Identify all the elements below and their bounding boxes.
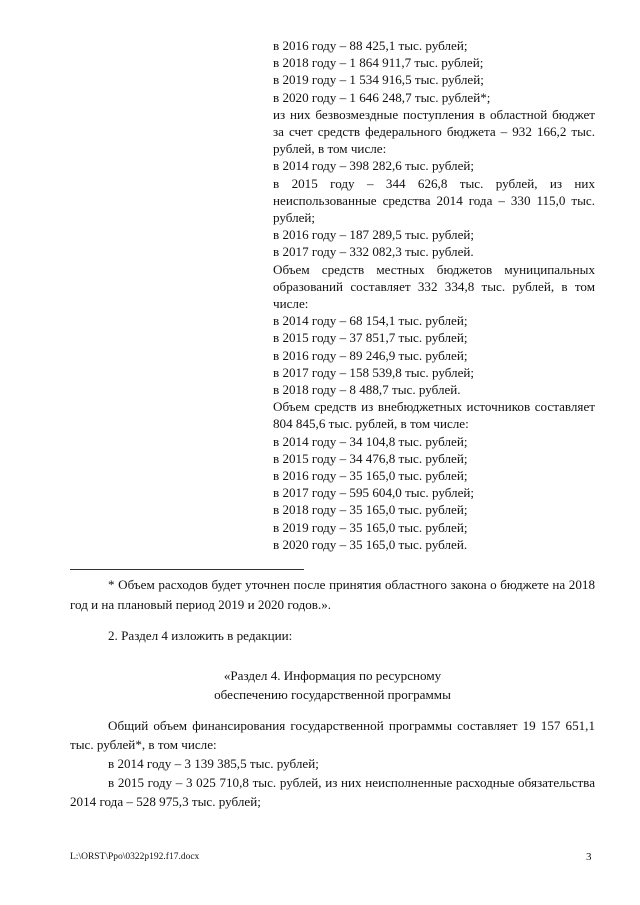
text-line: в 2018 году – 8 488,7 тыс. рублей. (273, 382, 461, 398)
text-paragraph: Объем средств местных бюджетов муниципальных образований составляет 332 334,8 тыс. рублей, в том числе: (273, 261, 595, 312)
body-paragraph: в 2015 году – 3 025 710,8 тыс. рублей, из них неисполненные расходные обязательства 2014 года – 528 975,3 тыс. рублей; (70, 775, 595, 809)
footnote: * Объем расходов будет уточнен после принятия областного закона о бюджете на 2018 год и на плановый период 2019 и 2020 годов.». (70, 577, 595, 612)
section-body (70, 716, 595, 811)
text-line: в 2018 году – 1 864 911,7 тыс. рублей; (273, 55, 484, 71)
text-paragraph: Объем средств из внебюджетных источников составляет 804 845,6 тыс. рублей, в том числе: (273, 399, 595, 432)
text-paragraph: из них безвозмездные поступления в областной бюджет за счет средств федерального бюджета – 932 166,2 тыс. рублей, в том числе: (273, 106, 595, 157)
footer-file-path: L:\ORST\Ppo\0322p192.f17.docx (70, 852, 200, 862)
footnote-separator (70, 569, 304, 570)
text-line: в 2014 году – 34 104,8 тыс. рублей; (273, 433, 468, 449)
text-line: в 2016 году – 88 425,1 тыс. рублей; (273, 38, 468, 53)
text-line: в 2018 году – 35 165,0 тыс. рублей; (273, 502, 468, 518)
text-line: в 2020 году – 35 165,0 тыс. рублей. (273, 536, 468, 552)
body-paragraph: Общий объем финансирования государственной программы составляет 19 157 651,1 тыс. рублей*, в том числе: (70, 718, 595, 752)
text-line: в 2017 году – 595 604,0 тыс. рублей; (273, 485, 475, 501)
text-line: в 2016 году – 89 246,9 тыс. рублей; (273, 347, 468, 363)
text-line: в 2016 году – 35 165,0 тыс. рублей; (273, 468, 468, 484)
funding-breakdown-column (273, 37, 595, 553)
body-paragraph: в 2014 году – 3 139 385,5 тыс. рублей; (108, 756, 319, 771)
text-line: в 2020 году – 1 646 248,7 тыс. рублей*; (273, 89, 491, 105)
section-title-line-1: «Раздел 4. Информация по ресурсному (223, 668, 442, 683)
text-line: в 2017 году – 158 539,8 тыс. рублей; (273, 364, 475, 380)
text-line: в 2014 году – 398 282,6 тыс. рублей; (273, 158, 475, 174)
text-line: в 2017 году – 332 082,3 тыс. рублей. (273, 244, 474, 260)
text-paragraph: в 2015 году – 344 626,8 тыс. рублей, из них неиспользованные средства 2014 года – 330 115,0 тыс. рублей; (273, 175, 595, 226)
section-title-line-2: обеспечению государственной программы (214, 687, 451, 702)
section-title (70, 666, 595, 704)
text-line: в 2019 году – 1 534 916,5 тыс. рублей; (273, 72, 484, 88)
amendment-item: 2. Раздел 4 изложить в редакции: (108, 628, 293, 643)
text-line: в 2014 году – 68 154,1 тыс. рублей; (273, 313, 468, 329)
text-line: в 2019 году – 35 165,0 тыс. рублей; (273, 519, 468, 535)
text-line: в 2015 году – 37 851,7 тыс. рублей; (273, 330, 468, 346)
text-line: в 2016 году – 187 289,5 тыс. рублей; (273, 227, 475, 243)
page-number: 3 (586, 851, 592, 863)
text-line: в 2015 году – 34 476,8 тыс. рублей; (273, 450, 468, 466)
